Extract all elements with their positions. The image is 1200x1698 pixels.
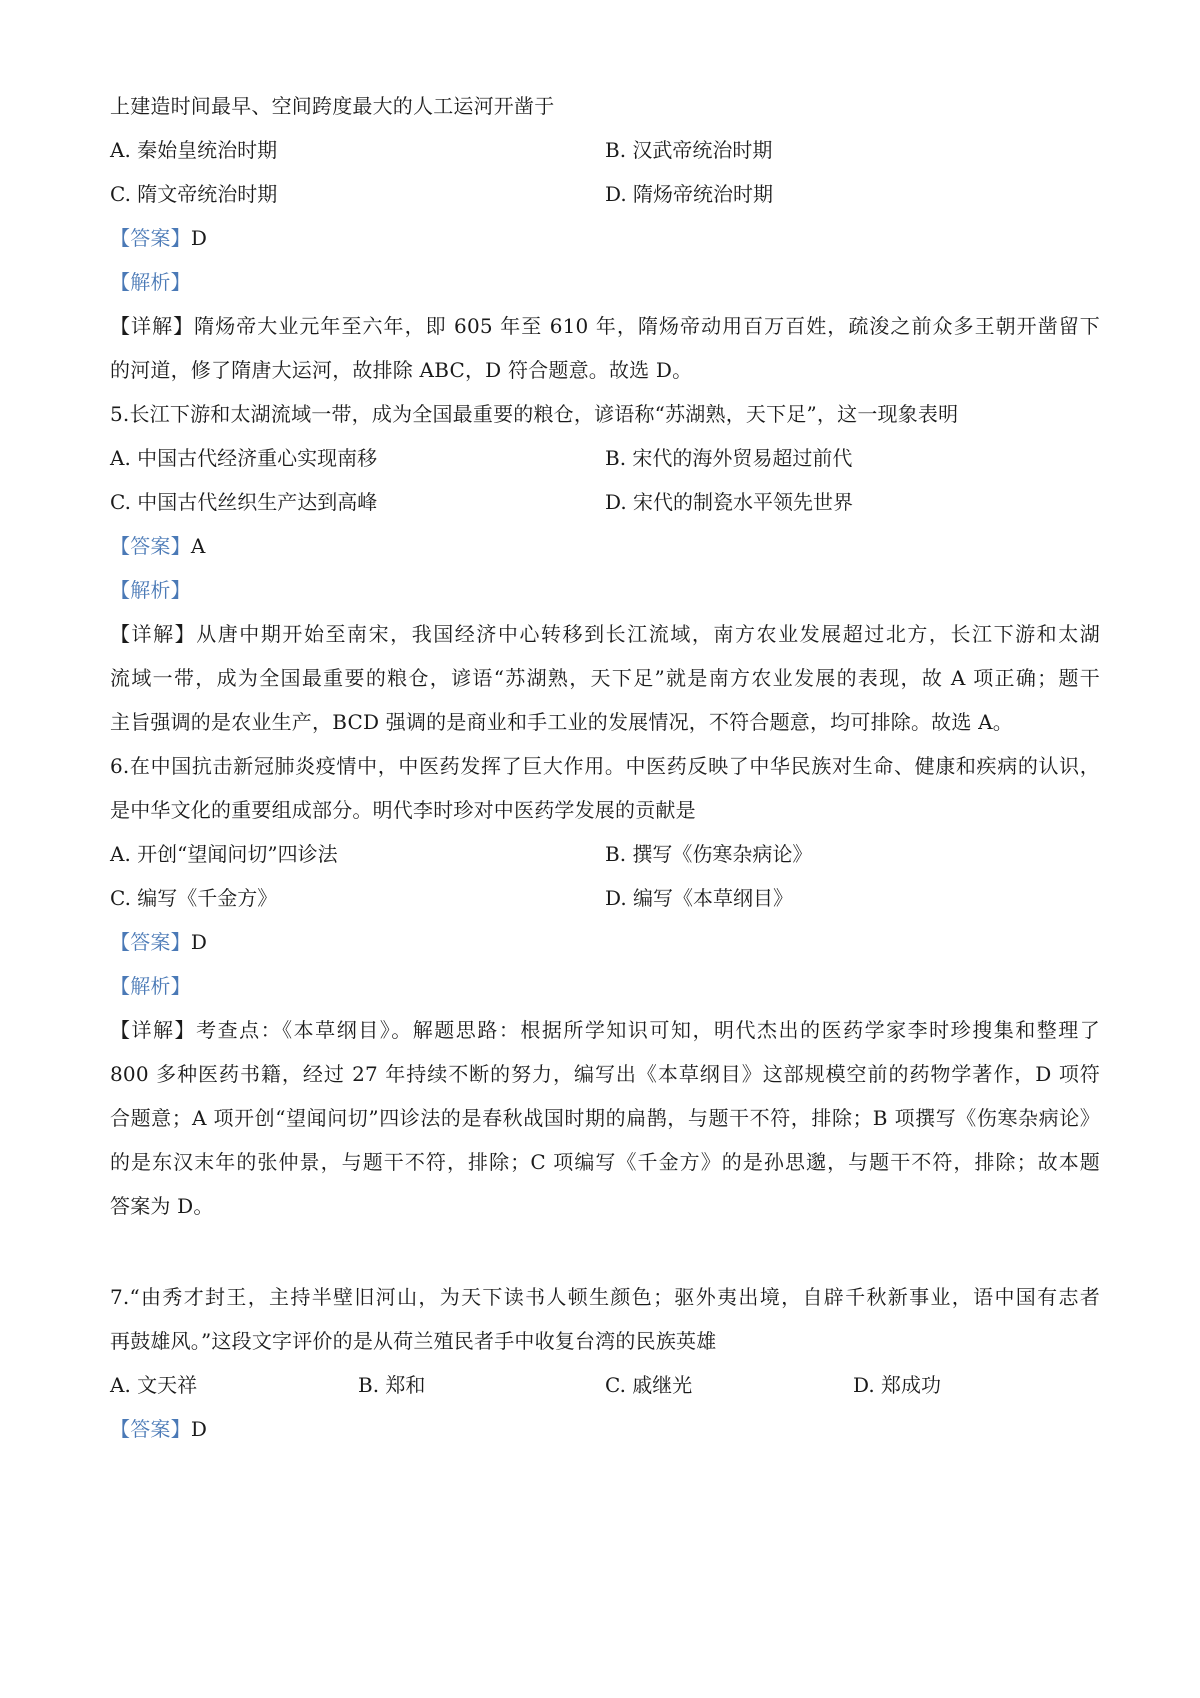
q7-option-c: C. 戚继光 (605, 1373, 693, 1397)
q6-detail-line-2: 800 多种医药书籍，经过 27 年持续不断的努力，编写出《本草纲目》这部规模空前的药物学著作，D 项符 (110, 1062, 1100, 1086)
answer-value: A (190, 534, 206, 558)
answer-value: D (190, 226, 208, 250)
answer-label: 【答案】 (110, 930, 191, 954)
q6-detail-line-1 (110, 1016, 1100, 1044)
q5-option-d: D. 宋代的制瓷水平领先世界 (605, 490, 854, 514)
q7-stem-line-1: 7.“由秀才封王，主持半壁旧河山，为天下读书人顿生颜色；驱外夷出境，自辟千秋新事业，语中国有志者 (110, 1285, 1100, 1309)
answer-label: 【答案】 (110, 534, 191, 558)
detail-text: 考查点：《本草纲目》。解题思路：根据所学知识可知，明代杰出的医药学家李时珍搜集和整理了 (196, 1018, 1100, 1042)
q4-detail-line-2: 的河道，修了隋唐大运河，故排除 ABC，D 符合题意。故选 D。 (110, 358, 693, 382)
q6-option-b: B. 撰写《伤寒杂病论》 (605, 842, 813, 866)
q5-detail-line-1 (110, 620, 1100, 648)
q5-stem: 5.长江下游和太湖流域一带，成为全国最重要的粮仓，谚语称“苏湖熟，天下足”，这一现象表明 (110, 402, 959, 426)
q6-detail-line-3: 合题意；A 项开创“望闻问切”四诊法的是春秋战国时期的扁鹊，与题干不符，排除；B 项撰写《伤寒杂病论》 (110, 1106, 1100, 1130)
q4-stem-tail: 上建造时间最早、空间跨度最大的人工运河开凿于 (110, 94, 555, 118)
q5-analysis (110, 576, 1100, 604)
q6-detail-line-5: 答案为 D。 (110, 1194, 214, 1218)
q5-detail-line-2: 流域一带，成为全国最重要的粮仓，谚语“苏湖熟，天下足”就是南方农业发展的表现，故 A 项正确；题干 (110, 666, 1100, 690)
detail-label: 【详解】 (110, 314, 195, 338)
q6-stem-line-1: 6.在中国抗击新冠肺炎疫情中，中医药发挥了巨大作用。中医药反映了中华民族对生命、健康和疾病的认识， (110, 754, 1100, 778)
analysis-label: 【解析】 (110, 578, 191, 602)
q4-option-d: D. 隋炀帝统治时期 (605, 182, 774, 206)
q4-option-b: B. 汉武帝统治时期 (605, 138, 773, 162)
q4-answer (110, 224, 1100, 252)
answer-value: D (190, 1417, 208, 1441)
q5-option-a: A. 中国古代经济重心实现南移 (110, 446, 378, 470)
q7-answer (110, 1415, 1100, 1443)
q5-detail-line-3: 主旨强调的是农业生产，BCD 强调的是商业和手工业的发展情况，不符合题意，均可排除。故选 A。 (110, 710, 1013, 734)
detail-label: 【详解】 (110, 622, 197, 646)
q6-detail-line-4: 的是东汉末年的张仲景，与题干不符，排除；C 项编写《千金方》的是孙思邈，与题干不符，排除；故本题 (110, 1150, 1100, 1174)
q5-answer (110, 532, 1100, 560)
q7-option-b: B. 郑和 (358, 1373, 426, 1397)
q6-analysis (110, 972, 1100, 1000)
analysis-label: 【解析】 (110, 974, 191, 998)
q4-analysis (110, 268, 1100, 296)
q7-stem-line-2: 再鼓雄风。”这段文字评价的是从荷兰殖民者手中收复台湾的民族英雄 (110, 1329, 717, 1353)
q4-detail-line-1 (110, 312, 1100, 340)
q6-answer (110, 928, 1100, 956)
answer-label: 【答案】 (110, 226, 191, 250)
q5-option-c: C. 中国古代丝织生产达到高峰 (110, 490, 378, 514)
q6-stem-line-2: 是中华文化的重要组成部分。明代李时珍对中医药学发展的贡献是 (110, 798, 696, 822)
q5-option-b: B. 宋代的海外贸易超过前代 (605, 446, 853, 470)
q6-option-a: A. 开创“望闻问切”四诊法 (110, 842, 338, 866)
q6-option-c: C. 编写《千金方》 (110, 886, 278, 910)
analysis-label: 【解析】 (110, 270, 191, 294)
detail-label: 【详解】 (110, 1018, 197, 1042)
detail-text: 隋炀帝大业元年至六年，即 605 年至 610 年，隋炀帝动用百万百姓，疏浚之前众多王朝开凿留下 (194, 314, 1100, 338)
detail-text: 从唐中期开始至南宋，我国经济中心转移到长江流域，南方农业发展超过北方，长江下游和太湖 (196, 622, 1100, 646)
q4-option-c: C. 隋文帝统治时期 (110, 182, 278, 206)
answer-label: 【答案】 (110, 1417, 191, 1441)
answer-value: D (190, 930, 208, 954)
q6-option-d: D. 编写《本草纲目》 (605, 886, 794, 910)
q4-option-a: A. 秦始皇统治时期 (110, 138, 278, 162)
q7-option-a: A. 文天祥 (110, 1373, 198, 1397)
q7-option-d: D. 郑成功 (853, 1373, 942, 1397)
